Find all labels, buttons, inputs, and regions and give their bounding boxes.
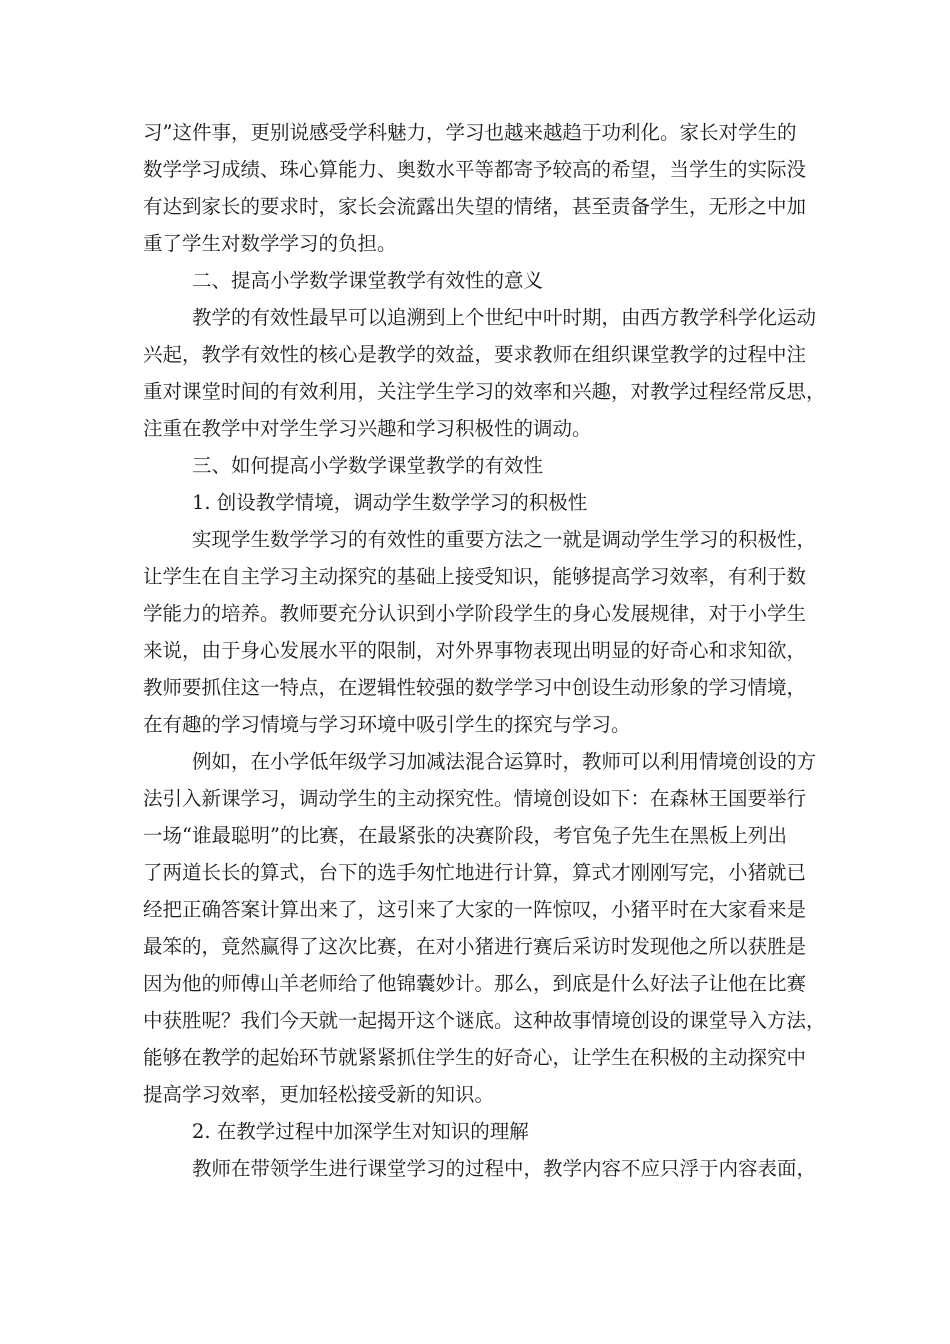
text-line: 因为他的师傅山羊老师给了他锦囊妙计。那么，到底是什么好法子让他在比赛 <box>143 972 807 995</box>
text-line: 提高学习效率，更加轻松接受新的知识。 <box>143 1083 495 1106</box>
text-line: 三、如何提高小学数学课堂教学的有效性 <box>192 454 544 477</box>
text-line: 二、提高小学数学课堂教学有效性的意义 <box>192 269 544 292</box>
text-line: 学能力的培养。教师要充分认识到小学阶段学生的身心发展规律，对于小学生 <box>143 602 807 625</box>
text-line: 习”这件事，更别说感受学科魅力，学习也越来越趋于功利化。家长对学生的 <box>143 121 797 144</box>
text-line: 中获胜呢？我们今天就一起揭开这个谜底。这种故事情境创设的课堂导入方法， <box>143 1009 826 1032</box>
text-line: 了两道长长的算式，台下的选手匆忙地进行计算，算式才刚刚写完，小猪就已 <box>143 861 807 884</box>
text-line: 能够在教学的起始环节就紧紧抓住学生的好奇心，让学生在积极的主动探究中 <box>143 1046 807 1069</box>
text-line: 兴起，教学有效性的核心是教学的效益，要求教师在组织课堂教学的过程中注 <box>143 343 807 366</box>
text-line: 数学学习成绩、珠心算能力、奥数水平等都寄予较高的希望，当学生的实际没 <box>143 158 807 181</box>
text-line: 实现学生数学学习的有效性的重要方法之一就是调动学生学习的积极性， <box>192 528 817 551</box>
text-line: 2. 在教学过程中加深学生对知识的理解 <box>192 1120 529 1143</box>
text-line: 在有趣的学习情境与学习环境中吸引学生的探究与学习。 <box>143 713 631 736</box>
text-line: 让学生在自主学习主动探究的基础上接受知识，能够提高学习效率，有利于数 <box>143 565 807 588</box>
text-line: 来说，由于身心发展水平的限制，对外界事物表现出明显的好奇心和求知欲， <box>143 639 807 662</box>
text-line: 教师要抓住这一特点，在逻辑性较强的数学学习中创设生动形象的学习情境， <box>143 676 807 699</box>
text-line: 重对课堂时间的有效利用，关注学生学习的效率和兴趣，对教学过程经常反思， <box>143 380 826 403</box>
text-line: 教学的有效性最早可以追溯到上个世纪中叶时期，由西方教学科学化运动 <box>192 306 817 329</box>
text-line: 教师在带领学生进行课堂学习的过程中，教学内容不应只浮于内容表面， <box>192 1157 817 1180</box>
document-body <box>143 114 826 1187</box>
text-line: 有达到家长的要求时，家长会流露出失望的情绪，甚至责备学生，无形之中加 <box>143 195 807 218</box>
text-line: 重了学生对数学学习的负担。 <box>143 232 397 255</box>
text-line: 一场“谁最聪明”的比赛，在最紧张的决赛阶段，考官兔子先生在黑板上列出 <box>143 824 787 847</box>
text-line: 法引入新课学习，调动学生的主动探究性。情境创设如下：在森林王国要举行 <box>143 787 807 810</box>
text-line: 注重在教学中对学生学习兴趣和学习积极性的调动。 <box>143 417 592 440</box>
text-line: 经把正确答案计算出来了，这引来了大家的一阵惊叹，小猪平时在大家看来是 <box>143 898 807 921</box>
text-line: 最笨的，竟然赢得了这次比赛，在对小猪进行赛后采访时发现他之所以获胜是 <box>143 935 807 958</box>
text-line: 1. 创设教学情境，调动学生数学学习的积极性 <box>192 491 588 514</box>
text-line: 例如，在小学低年级学习加减法混合运算时，教师可以利用情境创设的方 <box>192 750 817 773</box>
